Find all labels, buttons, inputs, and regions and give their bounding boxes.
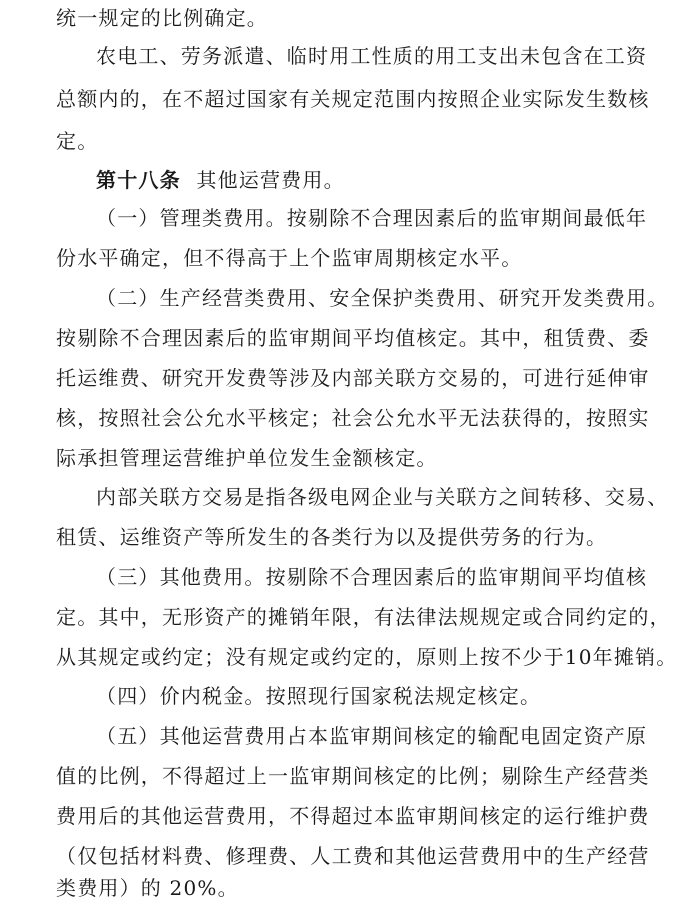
text-line: 定。其中，无形资产的摊销年限，有法律法规规定或合同约定的， bbox=[56, 605, 671, 629]
text-line: 租赁、运维资产等所发生的各类行为以及提供劳务的行为。 bbox=[56, 525, 608, 549]
text-line: （四）价内税金。按照现行国家税法规定核定。 bbox=[96, 684, 542, 708]
text-line: 农电工、劳务派遣、临时用工性质的用工支出未包含在工资 bbox=[96, 44, 648, 68]
text-line: （仅包括材料费、修理费、人工费和其他运营费用中的生产经营 bbox=[56, 844, 650, 868]
text-line: 类费用）的 20%。 bbox=[56, 876, 239, 900]
text-line: 按剔除不合理因素后的监审期间平均值核定。其中，租赁费、委 bbox=[56, 326, 650, 350]
text-line: 从其规定或约定；没有规定或约定的，原则上按不少于10年摊销。 bbox=[56, 645, 678, 669]
text-line: 定。 bbox=[56, 129, 99, 153]
text-line: 托运维费、研究开发费等涉及内部关联方交易的，可进行延伸审 bbox=[56, 366, 650, 390]
text-line: （二）生产经营类费用、安全保护类费用、研究开发类费用。 bbox=[96, 286, 669, 310]
article-heading bbox=[96, 168, 345, 192]
text-line: 际承担管理运营维护单位发生金额核定。 bbox=[56, 446, 438, 470]
article-number: 第十八条 bbox=[96, 168, 181, 192]
text-line: 核，按照社会公允水平核定；社会公允水平无法获得的，按照实 bbox=[56, 406, 650, 430]
text-line: 总额内的，在不超过国家有关规定范围内按照企业实际发生数核 bbox=[56, 87, 650, 111]
text-line: 份水平确定，但不得高于上个监审周期核定水平。 bbox=[56, 246, 523, 270]
text-line: 值的比例，不得超过上一监审期间核定的比例；剔除生产经营类 bbox=[56, 764, 650, 788]
text-line: （一）管理类费用。按剔除不合理因素后的监审期间最低年 bbox=[96, 206, 648, 230]
text-line: 内部关联方交易是指各级电网企业与关联方之间转移、交易、 bbox=[96, 485, 669, 509]
text-line: 统一规定的比例确定。 bbox=[56, 6, 268, 30]
text-line: （三）其他费用。按剔除不合理因素后的监审期间平均值核 bbox=[96, 565, 648, 589]
text-line: （五）其他运营费用占本监审期间核定的输配电固定资产原 bbox=[96, 724, 648, 748]
text-line: 费用后的其他运营费用，不得超过本监审期间核定的运行维护费 bbox=[56, 804, 650, 828]
article-title: 其他运营费用。 bbox=[196, 168, 345, 192]
